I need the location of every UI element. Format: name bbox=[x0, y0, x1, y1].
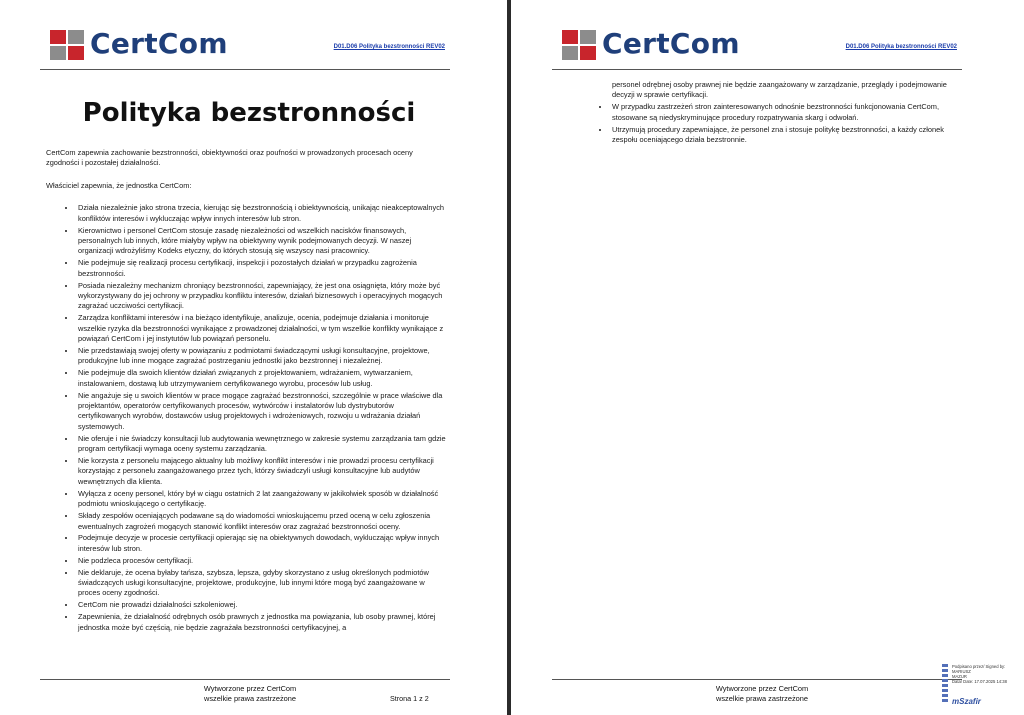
page-title: Polityka bezstronności bbox=[82, 98, 416, 128]
page-header bbox=[562, 27, 957, 70]
list-item: • Nie deklaruje, że ocena byłaby tańsza, szybsza, lepsza, gdyby skorzystano z usług określonych podmiotów świadczących usługi konsultacyjne, projektowe, produkcyjne, lub innymi które mogą być zaangażowane w proces oceny zgodności. bbox=[76, 568, 446, 599]
list-item: • Wyłącza z oceny personel, który był w ciągu ostatnich 2 lat zaangażowany w jakikolwiek sposób w działalność podmiotu wnioskującego o certyfikację. bbox=[76, 489, 446, 510]
list-item: • Posiada niezależny mechanizm chroniący bezstronności, zapewniający, że jest ona osiągnięta, który może być wykorzystywany do jej ochrony w przypadku konfliktu interesów, działań biznesowych i operacyjnych mogących zagrażać uczciwości certyfikacji. bbox=[76, 281, 446, 312]
list-item: • Nie oferuje i nie świadczy konsultacji lub audytowania wewnętrznego w zakresie systemu zarządzania tam gdzie program certyfikacji wymaga oceny systemu zarządzania. bbox=[76, 434, 446, 455]
page-number: Strona 1 z 2 bbox=[390, 694, 429, 703]
page-header bbox=[50, 27, 445, 70]
list-item: • Nie przedstawiają swojej oferty w powiązaniu z podmiotami świadczącymi usługi konsultacyjne, projektowe, produkcyjne lub inne mogące zagrażać postrzeganiu jednostki jako bezstronnej i niezależnej. bbox=[76, 346, 446, 367]
document-reference-link[interactable]: D01.D06 Polityka bezstronności REV02 bbox=[845, 44, 957, 50]
certcom-logo bbox=[50, 27, 240, 70]
logo-square-icon bbox=[68, 46, 84, 60]
document-reference-link[interactable]: D01.D06 Polityka bezstronności REV02 bbox=[333, 44, 445, 50]
logo-square-icon bbox=[68, 30, 84, 44]
list-item: • Nie angażuje się u swoich klientów w prace mogące zagrażać bezstronności, szczególnie w prace właściwe dla projektantów, operatorów certyfikowanych procesów, wytwórców i instalatorów lub dystrybutorów certyfikowanych wyrobów, dostawców usług projektowych i wdrożeniowych, rozwoju u wdrażania działań systemowych. bbox=[76, 391, 446, 433]
header-rule bbox=[552, 69, 962, 70]
page-2 bbox=[512, 0, 1024, 715]
page-footer bbox=[662, 684, 862, 704]
policy-body bbox=[46, 148, 446, 635]
electronic-signature bbox=[942, 662, 1022, 710]
signature-line: Data/ Date: 17.07.2025 14:38 bbox=[952, 679, 1007, 684]
list-item: • Działa niezależnie jako strona trzecia, kierując się bezstronnością i obiektywnością, unikając nieakceptowalnych konfliktów interesów i wykluczając wpływ innych interesów lub stron. bbox=[76, 203, 446, 224]
list-item: • Zarządza konfliktami interesów i na bieżąco identyfikuje, analizuje, ocenia, podejmuje działania i monitoruje wszelkie ryzyka dla bezstronności wynikające z prowadzonej działalności, w tym wszelkie konflikty wynikające z powiązań CertCom i jej instytutów lub powiązań personelu. bbox=[76, 313, 446, 344]
list-item: • Podejmuje decyzje w procesie certyfikacji opierając się na obiektywnych dowodach, wykluczając wpływ innych interesów lub stron. bbox=[76, 533, 446, 554]
header-rule bbox=[40, 69, 450, 70]
list-item: • Nie korzysta z personelu mającego aktualny lub możliwy konflikt interesów i nie prowadzi procesu certyfikacji korzystając z personelu zaangażowanego przez tych, którzy świadczyli usługi konsultacyjne lub audytów wewnętrznych dla klienta. bbox=[76, 456, 446, 487]
logo-square-icon bbox=[580, 46, 596, 60]
list-item: • CertCom nie prowadzi działalności szkoleniowej. bbox=[76, 600, 446, 610]
signature-details bbox=[952, 664, 1007, 684]
policy-body bbox=[590, 80, 965, 147]
logo-square-icon bbox=[580, 30, 596, 44]
list-item: • Utrzymują procedury zapewniające, że personel zna i stosuje politykę bezstronności, a każdy członek zespołu oceniającego działa bezstronnie. bbox=[610, 125, 965, 146]
logo-square-icon bbox=[50, 30, 66, 44]
lead-paragraph: Właściciel zapewnia, że jednostka CertCom: bbox=[46, 180, 192, 190]
list-item: • Nie podzleca procesów certyfikacji. bbox=[76, 556, 446, 566]
footer-line: Wytworzone przez CertCom bbox=[715, 684, 809, 693]
footer-rule bbox=[40, 679, 450, 680]
logo-square-icon bbox=[50, 46, 66, 60]
list-item-continuation: personel odrębnej osoby prawnej nie będzie zaangażowany w zarządzanie, przeglądy i podejmowanie decyzji w sprawie certyfikacji. bbox=[612, 80, 947, 100]
list-item: • Kierownictwo i personel CertCom stosuje zasadę niezależności od wszelkich nacisków finansowych, personalnych lub innych, które miałyby wpływ na obiektywny wynik podejmowanych decyzji. W naszej organizacji wdrożyliśmy Kodeks etyczny, do których stosują się wszyscy nasi pracownicy. bbox=[76, 226, 446, 257]
logo-wordmark: CertCom bbox=[90, 27, 228, 60]
policy-list bbox=[46, 203, 446, 633]
footer-line: Wytworzone przez CertCom bbox=[203, 684, 297, 693]
logo-square-icon bbox=[562, 30, 578, 44]
list-item: • Składy zespołów oceniających podawane są do wiadomości wnioskującemu przed oceną w celu zgłoszenia ewentualnych zagrożeń mogących stanowić konflikt interesów oraz zagrażać bezstronności oceny. bbox=[76, 511, 446, 532]
footer-line: wszelkie prawa zastrzeżone bbox=[203, 694, 296, 703]
page-footer bbox=[150, 684, 350, 704]
list-item: • W przypadku zastrzeżeń stron zainteresowanych odnośnie bezstronności funkcjonowania CertCom, stosowane są niedyskryminujące procedury rozpatrywania skarg i odwołań. bbox=[610, 102, 965, 123]
page-1 bbox=[0, 0, 507, 715]
page-divider bbox=[507, 0, 511, 715]
list-item: • Nie podejmuje dla swoich klientów działań związanych z projektowaniem, wdrażaniem, wytwarzaniem, instalowaniem, dostawą lub utrzymywaniem certyfikowanego wyrobu, procesów lub usług. bbox=[76, 368, 446, 389]
signature-line: MARIUSZ bbox=[952, 669, 971, 674]
list-item: • Zapewnienia, że działalność odrębnych osób prawnych z jednostka ma powiązania, lub osoby prawnej, której jednostka może być częścią, nie będzie zagrażała bezstronności certyfikacyjnej, a bbox=[76, 612, 446, 633]
intro-paragraph: CertCom zapewnia zachowanie bezstronności, obiektywności oraz poufności w prowadzonych procesach oceny zgodności i pozostałej działalności. bbox=[46, 148, 413, 168]
logo-wordmark: CertCom bbox=[602, 27, 740, 60]
logo-square-icon bbox=[562, 46, 578, 60]
certcom-logo bbox=[562, 27, 752, 70]
list-item: • Nie podejmuje się realizacji procesu certyfikacji, inspekcji i pozostałych działań w przypadku zagrożenia bezstronności. bbox=[76, 258, 446, 279]
policy-list bbox=[590, 80, 965, 145]
signature-line: Podpisano przez/ Signed by: bbox=[952, 664, 1006, 669]
footer-line: wszelkie prawa zastrzeżone bbox=[715, 694, 808, 703]
footer-rule bbox=[552, 679, 962, 680]
signature-brand: mSzafir bbox=[952, 697, 981, 706]
signature-barcode-icon bbox=[942, 664, 948, 702]
signature-line: MAZUR bbox=[952, 674, 967, 679]
